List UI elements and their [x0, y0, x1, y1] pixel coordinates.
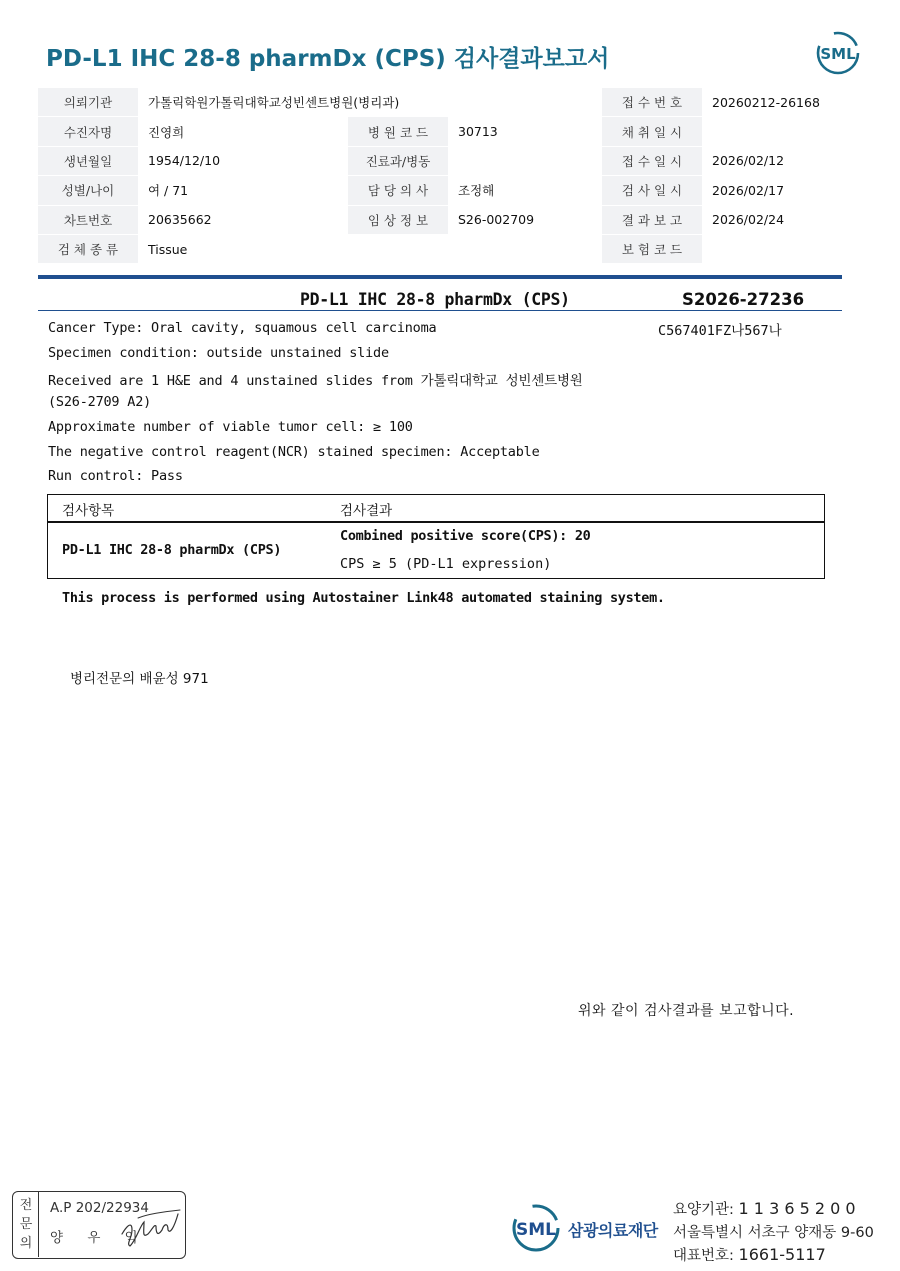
insurance-code-value: [702, 234, 864, 263]
info-row: [38, 234, 864, 263]
info-row: [38, 176, 864, 205]
sex-age-value: 여 / 71: [138, 176, 348, 205]
collection-date-value: [702, 117, 864, 146]
birth-date-value: 1954/12/10: [138, 146, 348, 175]
stamp-specialist-name: 양 우 익: [50, 1230, 148, 1246]
report-line-specimen-condition: Specimen condition: outside unstained slide: [48, 345, 389, 361]
info-row: [38, 146, 864, 175]
report-line-ncr: The negative control reagent(NCR) stained specimen: Acceptable: [48, 444, 540, 460]
footer-phone-label: 대표번호:: [673, 1248, 734, 1264]
footer-institution-code: 1 1 3 6 5 2 0 0: [738, 1199, 856, 1218]
footer-institution: [673, 1198, 856, 1219]
requesting-institution-value: 가톨릭학원가톨릭대학교성빈센트병원(병리과): [138, 88, 602, 117]
collection-date-label: 채 취 일 시: [602, 117, 702, 146]
result-cps-note: CPS ≥ 5 (PD-L1 expression): [340, 556, 552, 572]
report-sub-code: C567401FZ나567나: [658, 323, 782, 339]
clinical-info-label: 임 상 정 보: [348, 205, 448, 234]
test-date-value: 2026/02/17: [702, 176, 864, 205]
sex-age-label: 성별/나이: [38, 176, 138, 205]
requesting-institution-label: 의뢰기관: [38, 88, 138, 117]
info-row: [38, 88, 864, 117]
hospital-code-value: 30713: [448, 117, 602, 146]
attending-doctor-label: 담 당 의 사: [348, 176, 448, 205]
report-line-cancer-type: Cancer Type: Oral cavity, squamous cell carcinoma: [48, 320, 437, 336]
chart-number-label: 차트번호: [38, 205, 138, 234]
report-closing-statement: 위와 같이 검사결과를 보고합니다.: [578, 1003, 795, 1019]
report-top-rule: [38, 275, 842, 279]
test-date-label: 검 사 일 시: [602, 176, 702, 205]
receipt-date-value: 2026/02/12: [702, 146, 864, 175]
result-table-header-divider: [47, 521, 825, 523]
report-thin-rule: [38, 310, 842, 311]
result-test-item: PD-L1 IHC 28-8 pharmDx (CPS): [62, 542, 282, 558]
report-line-received: Received are 1 H&E and 4 unstained slides from 가톨릭대학교 성빈센트병원: [48, 373, 583, 389]
sml-logo: [814, 30, 862, 76]
footer-address: 서울특별시 서초구 양재동 9-60: [673, 1225, 874, 1241]
report-test-name: PD-L1 IHC 28-8 pharmDx (CPS): [300, 290, 570, 309]
info-row: [38, 117, 864, 146]
stamp-side-char: 의: [19, 1236, 33, 1251]
footer-phone: [673, 1244, 826, 1265]
attending-doctor-value: 조정해: [448, 176, 602, 205]
specimen-type-label: 검 체 종 류: [38, 234, 138, 263]
result-header-result: 검사결과: [340, 503, 393, 519]
insurance-code-label: 보 험 코 드: [602, 234, 702, 263]
footer-phone-number: 1661-5117: [738, 1245, 826, 1264]
sml-logo-text: SML: [820, 45, 856, 63]
specimen-type-value: Tissue: [138, 234, 602, 263]
report-code: S2026-27236: [682, 290, 805, 309]
stamp-side-label: [18, 1196, 34, 1253]
report-line-slide-id: (S26-2709 A2): [48, 394, 152, 410]
result-report-label: 결 과 보 고: [602, 205, 702, 234]
receipt-date-label: 접 수 일 시: [602, 146, 702, 175]
birth-date-label: 생년월일: [38, 146, 138, 175]
stamp-license-number: A.P 202/22934: [50, 1200, 149, 1216]
department-label: 진료과/병동: [348, 146, 448, 175]
signature-icon: [118, 1204, 184, 1250]
result-cps-score: Combined positive score(CPS): 20: [340, 528, 591, 544]
receipt-number-value: 20260212-26168: [702, 88, 864, 117]
stamp-side-char: 전: [19, 1198, 33, 1213]
report-line-tumor-cells: Approximate number of viable tumor cell: ≥ 100: [48, 419, 413, 435]
stamp-side-char: 문: [19, 1217, 33, 1232]
chart-number-value: 20635662: [138, 205, 348, 234]
report-line-run-control: Run control: Pass: [48, 468, 183, 484]
receipt-number-label: 접 수 번 호: [602, 88, 702, 117]
patient-name-value: 진영희: [138, 117, 348, 146]
patient-info-table: [38, 88, 864, 264]
process-note: This process is performed using Autostainer Link48 automated staining system.: [62, 590, 665, 606]
result-header-item: 검사항목: [62, 503, 115, 519]
sml-footer-logo: [510, 1203, 562, 1253]
info-row: [38, 205, 864, 234]
hospital-code-label: 병 원 코 드: [348, 117, 448, 146]
footer-institution-label: 요양기관:: [673, 1202, 734, 1218]
clinical-info-value: S26-002709: [448, 205, 602, 234]
result-report-value: 2026/02/24: [702, 205, 864, 234]
report-title: PD-L1 IHC 28-8 pharmDx (CPS) 검사결과보고서: [46, 46, 610, 72]
patient-name-label: 수진자명: [38, 117, 138, 146]
pathologist-line: 병리전문의 배윤성 971: [70, 671, 209, 687]
footer-org-name: 삼광의료재단: [568, 1221, 658, 1240]
sml-footer-logo-text: SML: [516, 1220, 556, 1240]
department-value: [448, 146, 602, 175]
